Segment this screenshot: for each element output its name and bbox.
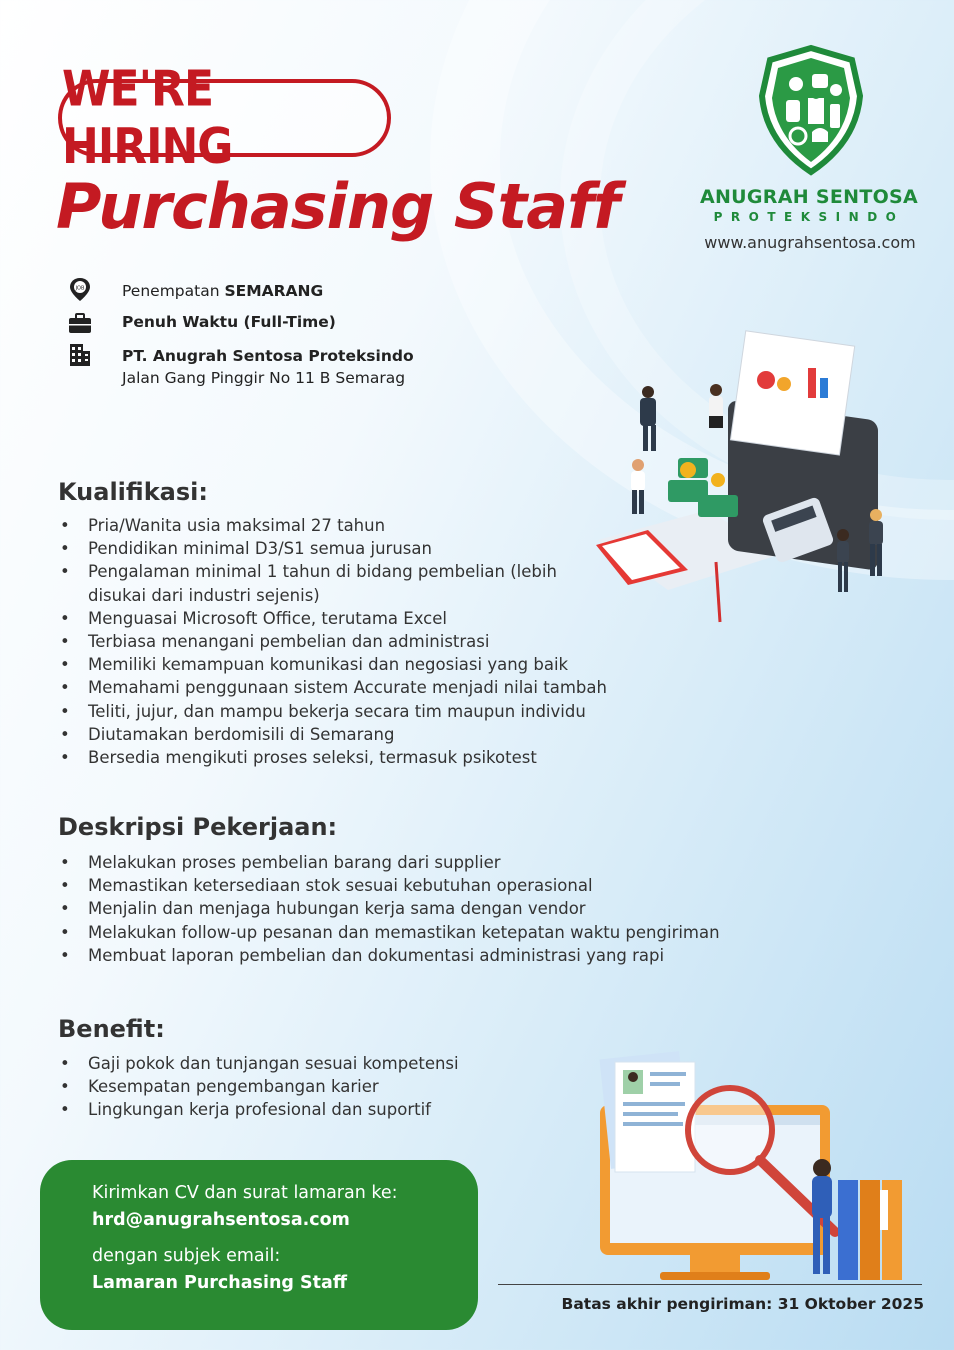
list-item: • Teliti, jujur, dan mampu bekerja secara tim maupun individu xyxy=(58,700,607,723)
list-item: • Terbiasa menangani pembelian dan administrasi xyxy=(58,630,607,653)
application-deadline: Batas akhir pengiriman: 31 Oktober 2025 xyxy=(561,1295,924,1313)
list-item: • Menguasai Microsoft Office, terutama Excel xyxy=(58,607,607,630)
email-subject-label: dengan subjek email: xyxy=(92,1246,281,1266)
list-item: • Bersedia mengikuti proses seleksi, termasuk psikotest xyxy=(58,746,607,769)
list-item: • Lingkungan kerja profesional dan suportif xyxy=(58,1098,459,1121)
hiring-badge xyxy=(58,60,391,176)
list-item-line: Pengalaman minimal 1 tahun di bidang pembelian (lebih xyxy=(88,562,557,582)
list-item xyxy=(58,560,607,606)
placement-line xyxy=(122,282,323,300)
email-subject: Lamaran Purchasing Staff xyxy=(92,1273,347,1293)
list-item: • Melakukan follow-up pesanan dan memastikan ketepatan waktu pengiriman xyxy=(58,921,720,944)
brand-subtitle: PROTEKSINDO xyxy=(713,210,905,224)
placement-city: SEMARANG xyxy=(224,282,324,300)
job-description-title: Deskripsi Pekerjaan: xyxy=(58,813,338,841)
job-location-pin-icon xyxy=(67,277,93,303)
benefit-title: Benefit: xyxy=(58,1015,165,1043)
building-icon xyxy=(67,342,93,368)
list-item: • Memastikan ketersediaan stok sesuai kebutuhan operasional xyxy=(58,874,720,897)
list-item: • Membuat laporan pembelian dan dokumentasi administrasi yang rapi xyxy=(58,944,720,967)
list-item: • Pria/Wanita usia maksimal 27 tahun xyxy=(58,514,607,537)
benefit-list xyxy=(58,1052,459,1122)
list-item: • Memiliki kemampuan komunikasi dan negosiasi yang baik xyxy=(58,653,607,676)
svg-text:JOB: JOB xyxy=(75,285,85,292)
qualifications-list xyxy=(58,514,607,769)
brand-website: www.anugrahsentosa.com xyxy=(704,233,916,252)
recruitment-illustration xyxy=(580,1050,920,1285)
company-logo-shield-icon xyxy=(756,44,866,176)
list-item: • Kesempatan pengembangan karier xyxy=(58,1075,459,1098)
hiring-label: WE'RE HIRING xyxy=(62,60,233,176)
list-item: • Melakukan proses pembelian barang dari supplier xyxy=(58,851,720,874)
job-title: Purchasing Staff xyxy=(56,170,620,243)
qualifications-title: Kualifikasi: xyxy=(58,478,208,506)
list-item-continuation: disukai dari industri sejenis) xyxy=(88,585,320,605)
list-item: • Gaji pokok dan tunjangan sesuai kompetensi xyxy=(58,1052,459,1075)
employment-type: Penuh Waktu (Full-Time) xyxy=(122,313,336,331)
company-address: Jalan Gang Pinggir No 11 B Semarag xyxy=(122,369,406,387)
brand-name: ANUGRAH SENTOSA xyxy=(699,186,919,208)
contact-email[interactable]: hrd@anugrahsentosa.com xyxy=(92,1210,350,1230)
list-item: • Menjalin dan menjaga hubungan kerja sama dengan vendor xyxy=(58,897,720,920)
list-item: • Pendidikan minimal D3/S1 semua jurusan xyxy=(58,537,607,560)
list-item: • Diutamakan berdomisili di Semarang xyxy=(58,723,607,746)
job-description-list xyxy=(58,851,720,967)
placement-prefix: Penempatan xyxy=(122,282,225,300)
briefcase-icon xyxy=(67,311,93,337)
deadline-divider xyxy=(498,1284,922,1285)
send-cv-label: Kirimkan CV dan surat lamaran ke: xyxy=(92,1183,398,1203)
company-name: PT. Anugrah Sentosa Proteksindo xyxy=(122,347,414,365)
list-item: • Memahami penggunaan sistem Accurate menjadi nilai tambah xyxy=(58,676,607,699)
purchasing-illustration xyxy=(588,330,908,630)
